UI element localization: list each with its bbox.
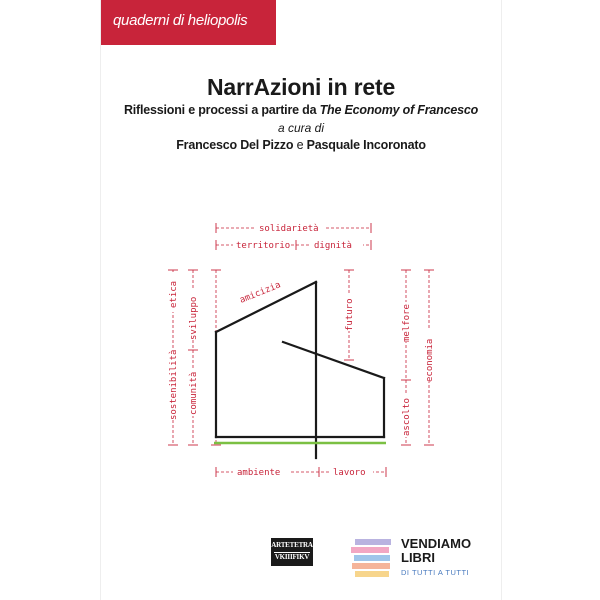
partner-line1: VENDIAMO xyxy=(401,536,472,551)
label-meliore: melfore xyxy=(402,304,412,342)
label-dignita: dignità xyxy=(314,241,352,251)
partner-line2: LIBRI xyxy=(401,550,435,565)
books-icon xyxy=(351,537,395,579)
series-label: quaderni di heliopolis xyxy=(113,12,248,29)
subtitle-prefix: Riflessioni e processi a partire da xyxy=(123,103,317,117)
curated-by: a cura di xyxy=(277,121,325,135)
label-economia: economia xyxy=(425,338,435,382)
label-territorio: territorio xyxy=(236,241,291,251)
label-etica: etica xyxy=(169,280,179,308)
label-sostenibilita: sostenibilità xyxy=(169,349,179,420)
label-ambiente: ambiente xyxy=(237,468,281,478)
label-comunita: comunità xyxy=(189,371,199,415)
publisher-line1: ARTETETRA xyxy=(271,541,313,549)
editor-1: Francesco Del Pizzo xyxy=(176,138,294,152)
publisher-logo xyxy=(271,538,313,566)
partner-tagline: DI TUTTI A TUTTI xyxy=(401,568,470,577)
partner-title xyxy=(401,537,471,565)
editors xyxy=(101,138,501,152)
label-ascolto: ascolto xyxy=(402,398,412,436)
label-amicizia: amicizia xyxy=(238,280,283,306)
label-futuro: futuro xyxy=(345,298,355,331)
book-title: NarrAzioni in rete xyxy=(206,74,396,100)
house-drawing xyxy=(216,282,384,458)
editor-conjunction: e xyxy=(296,138,304,152)
label-lavoro: lavoro xyxy=(333,468,366,478)
label-sviluppo: sviluppo xyxy=(189,296,199,340)
publisher-line2: VKIIIFIKV xyxy=(274,553,310,561)
editor-2: Pasquale Incoronato xyxy=(306,138,426,152)
label-solidarieta: solidarietà xyxy=(259,224,319,234)
architectural-diagram xyxy=(101,200,501,490)
partner-logo xyxy=(351,535,491,585)
book-subtitle xyxy=(101,103,501,117)
dimension-lines xyxy=(173,228,429,472)
book-cover xyxy=(100,0,502,600)
series-band xyxy=(101,0,276,45)
dimension-ticks xyxy=(168,223,434,477)
subtitle-emphasis: The Economy of Francesco xyxy=(319,103,479,117)
